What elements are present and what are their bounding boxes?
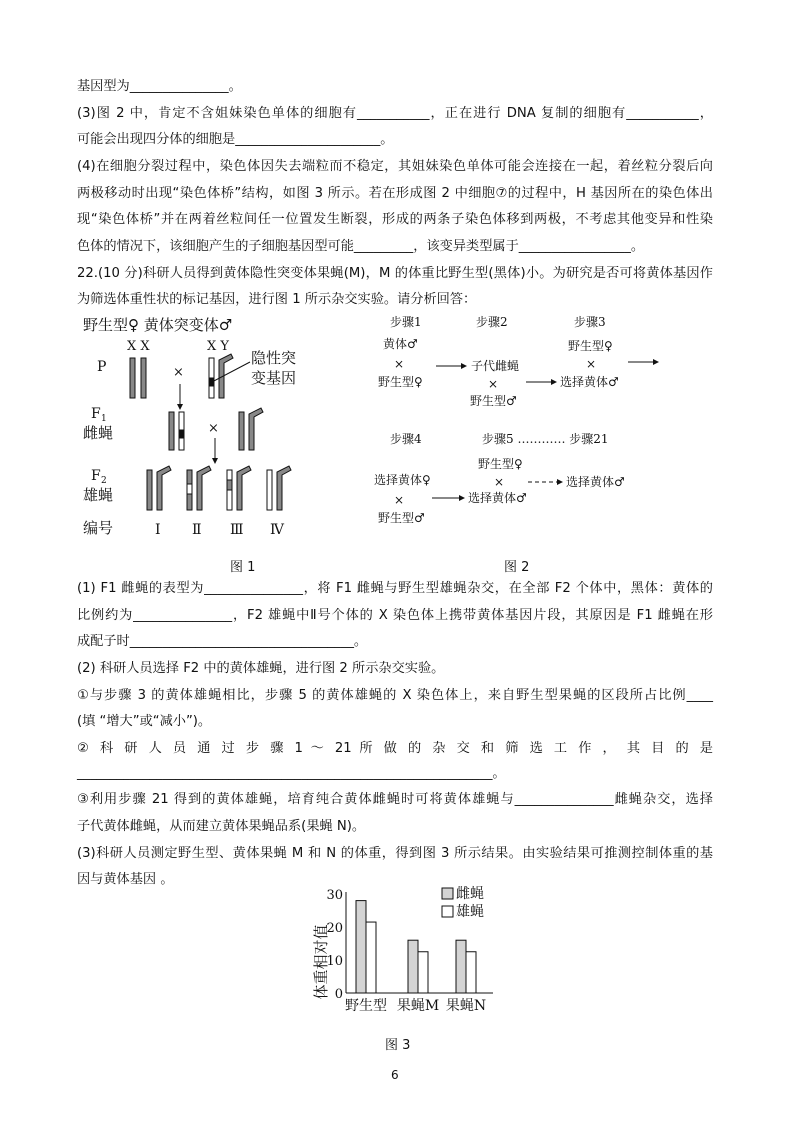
- fig1-xy: X Y: [207, 339, 229, 354]
- q3-line-1: (3)科研人员测定野生型、黄体果蝇 M 和 N 的体重，得到图 3 所示结果。由实验结果可推测控制体重的基: [77, 846, 713, 861]
- ytick-0: 0: [334, 987, 343, 1002]
- q3-line-2: 因与黄体基因 。: [77, 872, 174, 887]
- chart-ylabel: 体重相对值: [312, 924, 330, 1000]
- fig1-num-3: Ⅲ: [230, 522, 244, 538]
- q2-line-7: 子代黄体雌蝇，从而建立黄体果蝇品系(果蝇 N)。: [77, 819, 366, 834]
- x-tick-label: 果蝇M: [396, 998, 440, 1014]
- legend-label-female: 雌蝇: [456, 886, 484, 902]
- legend-swatch-female: [442, 888, 453, 899]
- page-number: 6: [391, 1068, 399, 1082]
- fig2-s4-b: 野生型♂: [378, 511, 425, 525]
- fig1-f2-label: F: [91, 468, 101, 484]
- fig2-s2-a: 子代雌蝇: [471, 359, 520, 373]
- q2-line-3: (填 “增大”或“减小”)。: [77, 714, 212, 729]
- q1-line-2: 比例约为_______________，F2 雄蝇中Ⅱ号个体的 X 染色体上携带黄体基因片段，其原因是 F1 雌蝇在形: [77, 608, 713, 623]
- fig2-step-3: 步骤3: [574, 315, 606, 329]
- fig1-num-label: 编号: [83, 519, 114, 537]
- fig1-f2-sex: 雄蝇: [83, 486, 114, 504]
- fig2-step-4: 步骤4: [390, 432, 422, 446]
- fig1-xx: X X: [127, 339, 150, 354]
- q1-line-3: 成配子时__________________________________。: [77, 634, 368, 649]
- fig1-p-label: P: [97, 359, 107, 375]
- bar-果蝇N-雌蝇: [456, 940, 466, 993]
- f1-male-wild-chromosomes: [239, 408, 263, 450]
- fig2-s5-a: 野生型♀: [478, 457, 523, 471]
- figure-2: [368, 308, 713, 533]
- fig1-num-1: Ⅰ: [155, 522, 161, 538]
- text-line-5: 两极移动时出现“染色体桥”结构，如图 3 所示。若在形成图 2 中细胞⑦的过程中，H 基因所在的染色体出: [77, 186, 713, 201]
- fig2-s4-a: 选择黄体♀: [374, 473, 431, 487]
- x-tick-label: 野生型: [345, 998, 387, 1014]
- text-line-2: (3)图 2 中，肯定不含姐妹染色单体的细胞有___________，正在进行 DNA 复制的细胞有___________，: [77, 106, 713, 121]
- q2-line-4: ② 科 研 人 员 通 过 步 骤 1 ～ 21 所 做 的 杂 交 和 筛 选 工 作 ， 其 目 的 是: [77, 741, 713, 756]
- legend-label-male: 雄蝇: [456, 904, 484, 920]
- fig2-step-1: 步骤1: [390, 315, 422, 329]
- fig1-note-2: 变基因: [251, 369, 297, 387]
- fig2-caption: 图 2: [504, 560, 530, 575]
- f1-female-chromosomes: [169, 412, 184, 450]
- fig1-f1-sub: 1: [101, 414, 107, 424]
- p-male-chromosomes: [209, 354, 233, 398]
- bar-果蝇M-雌蝇: [408, 940, 418, 993]
- fig2-s3-a: 野生型♀: [568, 339, 613, 353]
- fig1-f1-sex: 雌蝇: [83, 424, 114, 442]
- fig2-cross-5: ×: [494, 475, 505, 489]
- fig1-num-4: Ⅳ: [270, 522, 284, 538]
- fig1-f1-label: F: [91, 406, 101, 422]
- q1-line-1: (1) F1 雌蝇的表型为_______________，将 F1 雌蝇与野生型雄蝇杂交，在全部 F2 个体中，黑体：黄体的: [77, 581, 713, 596]
- fig2-s1-a: 黄体♂: [383, 337, 418, 351]
- fig1-caption: 图 1: [230, 560, 256, 575]
- p-female-chromosomes: [130, 358, 146, 398]
- fig2-cross-2: ×: [488, 377, 499, 391]
- fig1-header: 野生型♀ 黄体突变体♂: [83, 316, 233, 334]
- fig2-cross-1: ×: [394, 357, 405, 371]
- f2-chromosomes: [147, 466, 291, 510]
- fig2-s21: 选择黄体♂: [566, 475, 625, 489]
- text-line-3: 可能会出现四分体的细胞是______________________。: [77, 132, 394, 147]
- ytick-30: 30: [326, 888, 343, 903]
- fig1-note-1: 隐性突: [251, 349, 297, 367]
- fig2-s3-b: 选择黄体♂: [560, 375, 619, 389]
- q2-line-2: ①与步骤 3 的黄体雄蝇相比，步骤 5 的黄体雄蝇的 X 染色体上，来自野生型果蝇的区段所占比例____: [77, 688, 713, 703]
- ytick-20: 20: [326, 921, 343, 936]
- fig2-s1-b: 野生型♀: [378, 375, 423, 389]
- fig3-caption: 图 3: [385, 1038, 411, 1053]
- fig2-cross-4: ×: [394, 493, 405, 507]
- text-line-6: 现“染色体桥”并在两着丝粒间任一位置发生断裂，形成的两条子染色体移到两极，不考虑其他变异和性染: [77, 212, 713, 227]
- legend-swatch-male: [442, 906, 453, 917]
- bar-野生型-雄蝇: [366, 922, 376, 993]
- fig2-step-5-21: 步骤5 ………… 步骤21: [482, 432, 609, 446]
- bar-果蝇M-雄蝇: [418, 952, 428, 993]
- q2-line-5: _______________________________________________________________。: [77, 766, 506, 781]
- fig2-step-2: 步骤2: [476, 315, 508, 329]
- fig2-cross-3: ×: [586, 357, 597, 371]
- fig2-s5-b: 选择黄体♂: [468, 491, 527, 505]
- figure-3-chart: [298, 882, 508, 1027]
- fig1-f2-sub: 2: [101, 476, 107, 486]
- fig2-s2-b: 野生型♂: [470, 394, 517, 408]
- fig1-cross-p: ×: [173, 365, 184, 380]
- question-22-line-2: 为筛选体重性状的标记基因，进行图 1 所示杂交实验。请分析回答：: [77, 292, 477, 307]
- text-line-7: 色体的情况下，该细胞产生的子细胞基因型可能_________，该变异类型属于_________________。: [77, 239, 645, 254]
- bar-果蝇N-雄蝇: [466, 952, 476, 993]
- figure-1: [75, 308, 345, 548]
- question-22-line-1: 22.(10 分)科研人员得到黄体隐性突变体果蝇(M)，M 的体重比野生型(黑体)小。为研究是否可将黄体基因作: [77, 266, 713, 281]
- fig1-num-2: Ⅱ: [192, 522, 202, 538]
- x-tick-labels: [345, 997, 486, 1014]
- ytick-10: 10: [326, 954, 343, 969]
- text-line-4: (4)在细胞分裂过程中，染色体因失去端粒而不稳定，其姐妹染色单体可能会连接在一起，着丝粒分裂后向: [77, 159, 713, 174]
- x-tick-label: 果蝇N: [445, 998, 487, 1014]
- bar-野生型-雌蝇: [356, 901, 366, 993]
- text-line-1: 基因型为_______________。: [77, 79, 242, 94]
- q2-line-6: ③利用步骤 21 得到的黄体雄蝇，培育纯合黄体雌蝇时可将黄体雄蝇与_______________雌蝇杂交，选择: [77, 792, 713, 807]
- q2-line-1: (2) 科研人员选择 F2 中的黄体雄蝇，进行图 2 所示杂交实验。: [77, 661, 445, 676]
- fig1-cross-f1: ×: [208, 421, 219, 436]
